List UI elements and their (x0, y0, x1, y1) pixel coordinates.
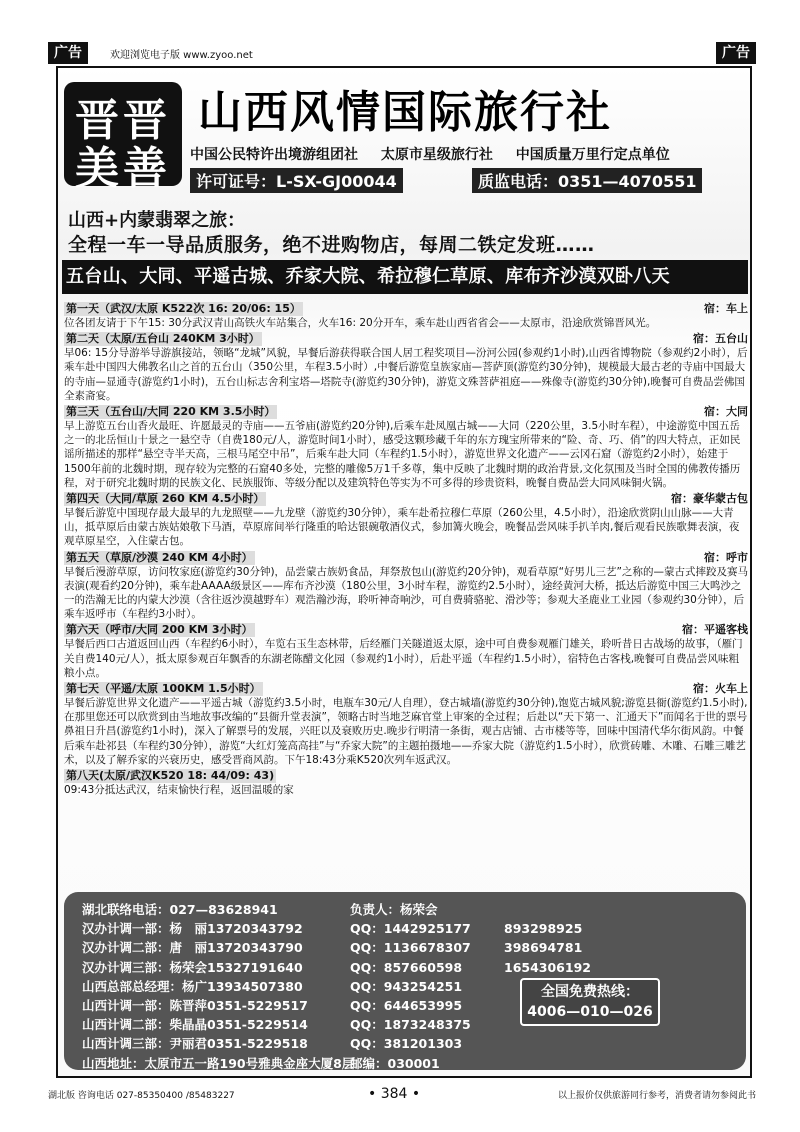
logo-row-1: 晋晋 (75, 95, 171, 146)
contact-row: 湖北联络电话：027—83628941 负责人：杨荣会 (82, 902, 438, 917)
day-item (64, 623, 748, 680)
badge: 太原市星级旅行社 (380, 147, 493, 163)
day-item (64, 769, 748, 797)
contact-row: 山西计调一部：陈晋萍0351-5229517 QQ：644653995 (82, 998, 463, 1014)
contact-row: 汉办计调三部：杨荣会15327191640 QQ：857660598 1654306192 (82, 959, 591, 975)
day-title: 第三天（五台山/大同 220 KM 3.5小时） (66, 405, 276, 419)
day-title: 第六天（呼市/大同 200 KM 3小时） (66, 623, 253, 637)
company-badges (190, 144, 688, 164)
day-item (64, 302, 748, 330)
day-stay: 宿：豪华蒙古包 (671, 492, 748, 506)
promo-line-2: 全程一车一导品质服务，绝不进购物店，每周二铁定发班…… (68, 234, 595, 256)
contact-row: 山西计调二部：柴晶晶0351-5229514 QQ：1873248375 (82, 1017, 471, 1033)
logo (64, 82, 182, 194)
day-description: 早上游览五台山香火最旺、许愿最灵的寺庙——五爷庙(游览约20分钟),后乘车赴凤凰古城——大同（220公里，3.5小时车程），中途游览中国五岳之一的北岳恒山十景之一悬空寺（自费180元/人，游览时间1小时），感受这颗珍藏千年的东方瑰宝所带来的“险、奇、巧、俏”的四大特点，正如民谣所描述的那样“悬空寺半天高，三根马尾空中吊”，后乘车赴大同（车程约1.5小时），游览世界文化遗产——云冈石窟（游览约2小时），始建于1500年前的北魏时期，现存较为完整的石窟40多处，完整的雕像5万1千多尊，集中反映了北魏时期的政治背景,文化氛围及当时全国的佛教传播历程，对于研究北魏时期的民族文化、民族服饰、等级分配以及建筑特色等实为不可多得的珍贵资料，晚餐自费品尝大同风味铜火锅。 (64, 420, 741, 489)
day-title: 第一天（武汉/太原 K522次 16: 20/06: 15） (66, 302, 301, 315)
itinerary (64, 302, 748, 799)
day-item (64, 492, 748, 549)
day-stay: 宿：火车上 (693, 682, 748, 696)
day-description: 早餐后漫游草原，访问牧家庭(游览约30分钟)，品尝蒙古族奶食品，拜祭敖包山(游览约20分钟)，观看草原“好男儿三艺”之称的—蒙古式摔跤及赛马表演(观看约20分钟)，乘车赴AAAA级景区——库布齐沙漠（180公里，3小时车程，游览约2.5小时），途经黄河大桥，抵达后游览中国三大鸣沙之一的浩瀚无比的内蒙大沙漠（含往返沙漠越野车）观浩瀚沙海，聆听神奇响沙，可自费骑骆驼、滑沙等；参观大圣鹿业工业园（参观约30分钟），后乘车返呼市（车程约3小时）。 (64, 565, 748, 621)
day-description: 位各团友请于下午15: 30分武汉青山高铁火车站集合，火车16: 20分开车，乘车赴山西省省会——太原市，沿途欣赏锦晋风光。 (64, 317, 657, 329)
day-description: 早06: 15分导游举导游旗接站，领略“龙城”风貌，早餐后游获得联合国人居工程奖项目—汾河公园(参观约1小时),山西省博物院（参观约2小时），后乘车赴中国四大佛教名山之首的五台山（350公里，车程3.5小时）,中餐后游览皇族家庙—菩萨顶(游览约30分钟)，规模最大最古老的寺庙中国最大的寺庙—显通寺(游览约1小时)，五台山标志舍利宝塔—塔院寺(游览约30分钟)，游览文殊菩萨祖庭——殊像寺(游览约30分钟),晚餐可自费品尝佛国全素斋宴。 (64, 347, 748, 402)
day-stay: 宿：大同 (704, 405, 748, 419)
day-stay: 宿：五台山 (693, 332, 748, 346)
footer-disclaimer: 以上报价仅供旅游同行参考，消费者请勿参阅此书 (557, 1091, 756, 1101)
free-hotline-box (520, 978, 660, 1026)
day-stay: 宿：呼市 (704, 550, 748, 564)
day-title: 第八天(太原/武汉K520 18: 44/09: 43) (66, 769, 275, 783)
contact-row: 山西计调三部：尹丽君0351-5229518 QQ：381201303 (82, 1036, 463, 1052)
footer-edition: 湖北版 咨询电话 027-85350400 /85483227 (48, 1091, 235, 1101)
day-description: 早餐后游览世界文化遗产——平遥古城（游览约3.5小时，电瓶车30元/人自理），登古城墙(游览约30分钟),饱览古城风貌;游览县衙(游览约1.5小时),在那里您还可以欣赏到由当地故事改编的“县衙升堂表演”，领略古时当地芝麻官堂上审案的全过程；后赴以“天下第一、汇通天下”而闻名于世的票号鼻祖日升昌(游览约1小时)，深入了解票号的发展，兴旺以及衰败历史.晚步行明清一条街，观古店铺、古市楼等等，回味中国清代华尔街风韵。中餐后乘车赴祁县（车程约30分钟），游览“大红灯笼高高挂”与“乔家大院”的主题拍摄地——乔家大院（游览约1.5小时），欣赏砖雕、木雕、石雕三雕艺术，以及了解乔家的兴衰历史，感受晋商风韵。下午18:43分乘K520次列车返武汉。 (64, 697, 748, 766)
day-item (64, 551, 748, 622)
site-url[interactable]: 欢迎浏览电子版 www.zyoo.net (110, 50, 253, 61)
logo-row-2: 美善 (75, 143, 171, 194)
day-stay: 宿：平遥客栈 (682, 623, 748, 637)
contact-row: 山西总部总经理：杨广13934507380 QQ：943254251 (82, 978, 463, 994)
license-number: 许可证号：L-SX-GJ00044 (190, 168, 403, 193)
tour-title-bar: 五台山、大同、平遥古城、乔家大院、希拉穆仁草原、库布齐沙漠双卧八天 (62, 260, 748, 294)
ad-panel (56, 66, 752, 1078)
page-number: • 384 • (368, 1086, 421, 1102)
free-hotline-number: 4006—010—026 (527, 1004, 653, 1020)
contact-row: 汉办计调一部：杨 丽13720343792 QQ：1442925177 893298925 (82, 921, 583, 937)
day-title: 第二天（太原/五台山 240KM 3小时） (66, 332, 260, 346)
day-stay: 宿：车上 (704, 302, 748, 315)
day-item (64, 405, 748, 490)
day-description: 09:43分抵达武汉，结束愉快行程，返回温暖的家 (64, 784, 294, 797)
supervision-phone: 质监电话：0351—4070551 (472, 168, 702, 193)
ad-tag-right: 广告 (716, 42, 756, 64)
contact-box (64, 892, 746, 1070)
promo-line-1: 山西+内蒙翡翠之旅： (68, 210, 246, 231)
ad-tag-left: 广告 (48, 42, 88, 64)
day-title: 第五天（草原/沙漠 240 KM 4小时） (66, 550, 253, 564)
company-title: 山西风情国际旅行社 (198, 87, 612, 138)
day-item (64, 682, 748, 767)
contact-row: 山西地址：太原市五一路190号雅典金座大厦8层邮编：030001 (82, 1055, 440, 1071)
day-description: 早餐后西口古道返回山西（车程约6小时），车览右玉生态林带，后经雁门关隧道返太原，途中可自费参观雁门雄关，聆听昔日古战场的故事，（雁门关自费140元/人），抵太原参观百年飘香的东湖老陈醋文化园（参观约1小时），后赴平遥（车程约1.5小时），宿特色古客栈,晚餐可自费品尝风味粗粮小点。 (64, 638, 743, 679)
footer (48, 1086, 756, 1102)
badge: 中国公民特许出境游组团社 (190, 147, 358, 163)
contact-row: 汉办计调二部：唐 丽13720343790 QQ：1136678307 398694781 (82, 940, 583, 956)
top-bar (48, 42, 756, 64)
day-item (64, 332, 748, 403)
day-description: 早餐后游览中国现存最大最早的九龙照壁——九龙壁（游览约30分钟），乘车赴希拉穆仁草原（260公里，4.5小时），沿途欣赏阴山山脉——大青山，抵草原后由蒙古族姑娘敬下马酒，草原席间举行隆重的哈达银碗敬酒仪式，参加篝火晚会，晚餐品尝风味手扒羊肉,餐后观看民族歌舞表演，夜观草原星空，入住蒙古包。 (64, 507, 740, 548)
badge: 中国质量万里行定点单位 (515, 147, 670, 163)
day-title: 第七天（平遥/太原 100KM 1.5小时） (66, 682, 261, 696)
free-hotline-label: 全国免费热线： (541, 984, 639, 1000)
day-title: 第四天（大同/草原 260 KM 4.5小时） (66, 492, 265, 506)
